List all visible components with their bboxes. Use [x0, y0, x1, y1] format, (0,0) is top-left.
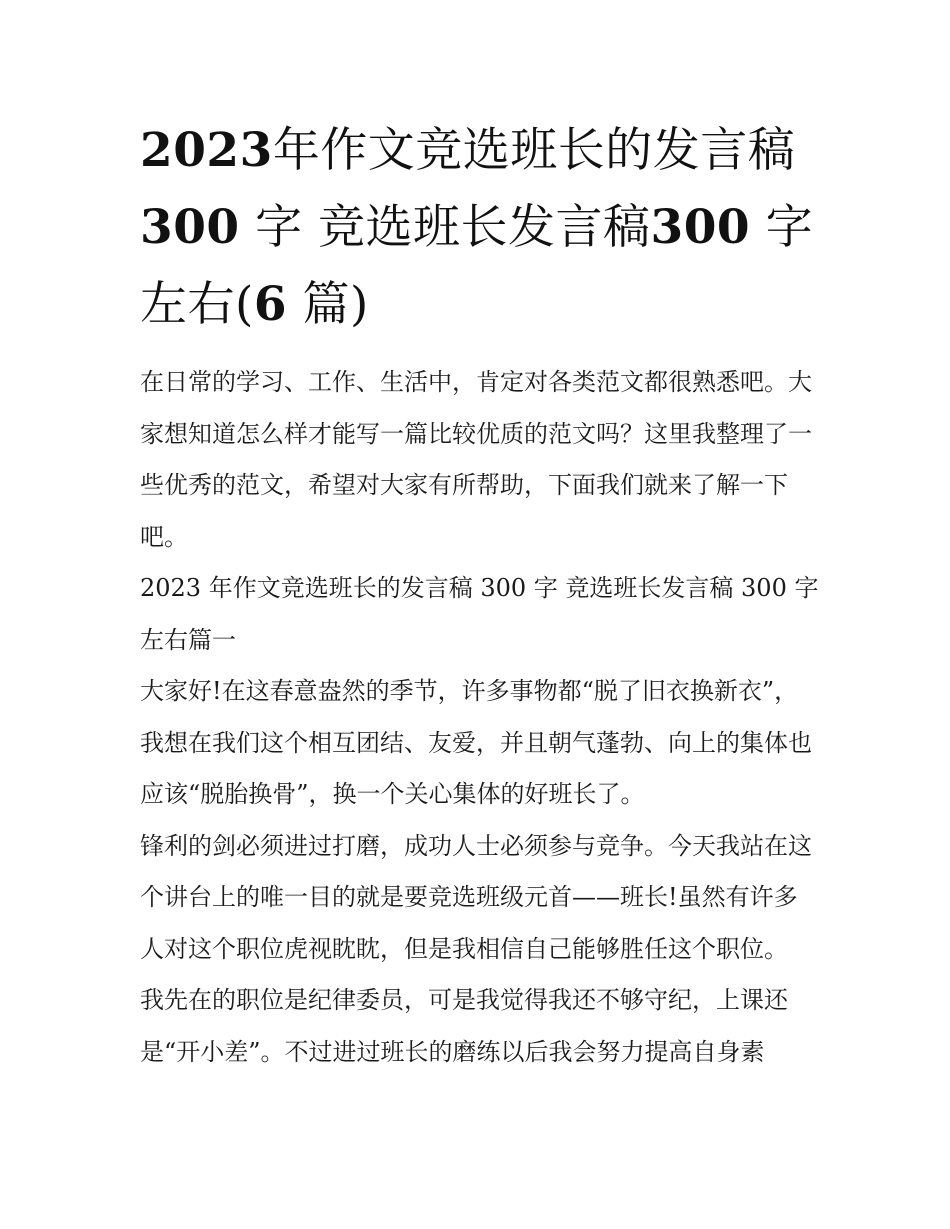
section-heading: 2023 年作文竞选班长的发言稿 300 字 竞选班长发言稿 300 字左右篇一 [140, 574, 819, 654]
title-part-4: 左右( [140, 277, 254, 332]
title-number-3: 6 [253, 277, 288, 332]
title-part-5: 篇) [302, 277, 369, 332]
title-year: 2023 [140, 123, 273, 178]
title-part-2: 字 竞选班长发言稿 [255, 200, 651, 255]
document-title [140, 112, 820, 343]
intro-paragraph: 在日常的学习、工作、生活中，肯定对各类范文都很熟悉吧。大家想知道怎么样才能写一篇比较优质的范文吗？这里我整理了一些优秀的范文，希望对大家有所帮助，下面我们就来了解一下吧。 [140, 368, 812, 551]
title-number-2: 300 [650, 200, 751, 255]
body-paragraph-3: 我先在的职位是纪律委员，可是我觉得我还不够守纪，上课还是“开小差”。不过进过班长的磨练以后我会努力提高自身素 [140, 986, 788, 1066]
title-part-3: 字 [765, 200, 814, 255]
title-number-1: 300 [140, 200, 240, 255]
body-paragraph-1: 大家好!在这春意盎然的季节，许多事物都“脱了旧衣换新衣”，我想在我们这个相互团结、友爱，并且朝气蓬勃、向上的集体也应该“脱胎换骨”，换一个关心集体的好班长了。 [140, 677, 812, 808]
body-paragraph-2: 锋利的剑必须进过打磨，成功人士必须参与竞争。今天我站在这个讲台上的唯一目的就是要竞选班级元首——班长!虽然有许多人对这个职位虎视眈眈，但是我相信自己能够胜任这个职位。 [140, 831, 812, 963]
title-part-1: 年作文竞选班长的发言稿 [272, 123, 796, 178]
